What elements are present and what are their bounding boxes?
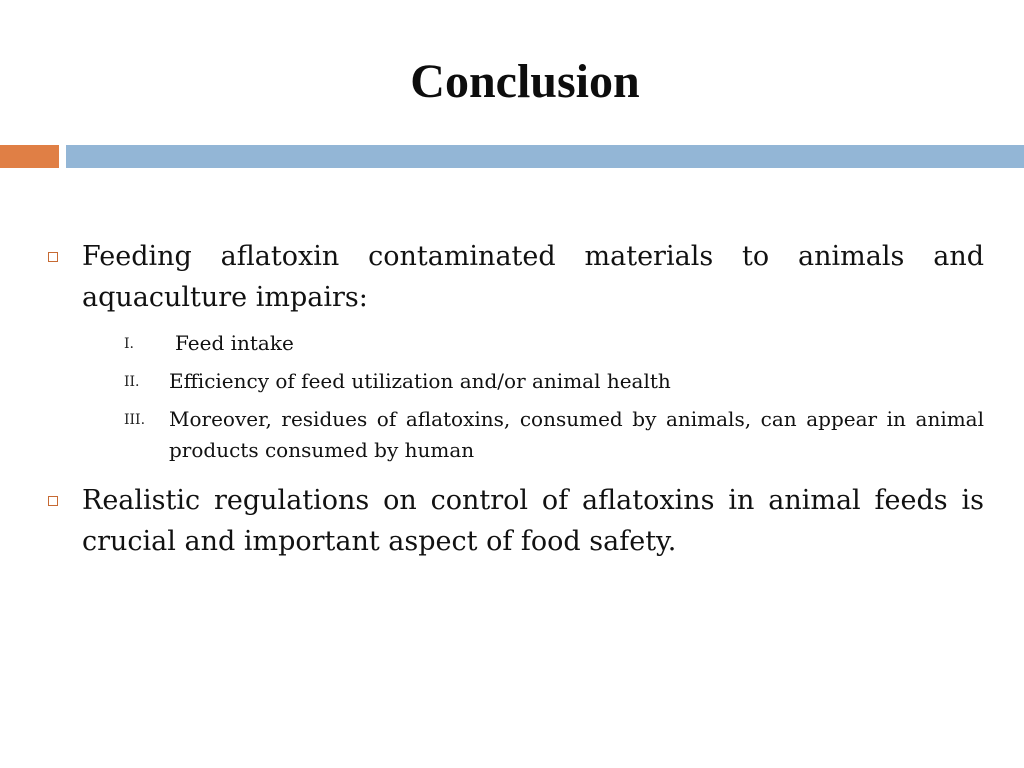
- slide-body: [44, 236, 984, 562]
- sub-list-item: [44, 328, 984, 359]
- roman-numeral-marker: III.: [124, 412, 146, 428]
- bullet-item: [44, 480, 984, 562]
- bullet-item: [44, 236, 984, 318]
- roman-numeral-marker: II.: [124, 374, 140, 390]
- slide-title: Conclusion: [410, 55, 640, 108]
- bullet-text: Realistic regulations on control of aflatoxins in animal feeds is crucial and important aspect of food safety.: [82, 485, 984, 557]
- sub-item-text: Feed intake: [175, 331, 294, 355]
- roman-numeral-marker: I.: [124, 336, 134, 352]
- title-accent-bar: [0, 145, 59, 168]
- sub-item-text: Moreover, residues of aflatoxins, consumed by animals, can appear in animal products consumed by human: [169, 407, 984, 462]
- sub-list-item: [44, 366, 984, 397]
- title-divider-bar: [66, 145, 1024, 168]
- square-bullet-icon: [48, 252, 58, 262]
- bullet-text: Feeding aflatoxin contaminated materials to animals and aquaculture impairs:: [82, 241, 984, 313]
- sub-list: [44, 328, 984, 466]
- sub-item-text: Efficiency of feed utilization and/or animal health: [169, 369, 671, 393]
- square-bullet-icon: [48, 496, 58, 506]
- sub-list-item: [44, 404, 984, 466]
